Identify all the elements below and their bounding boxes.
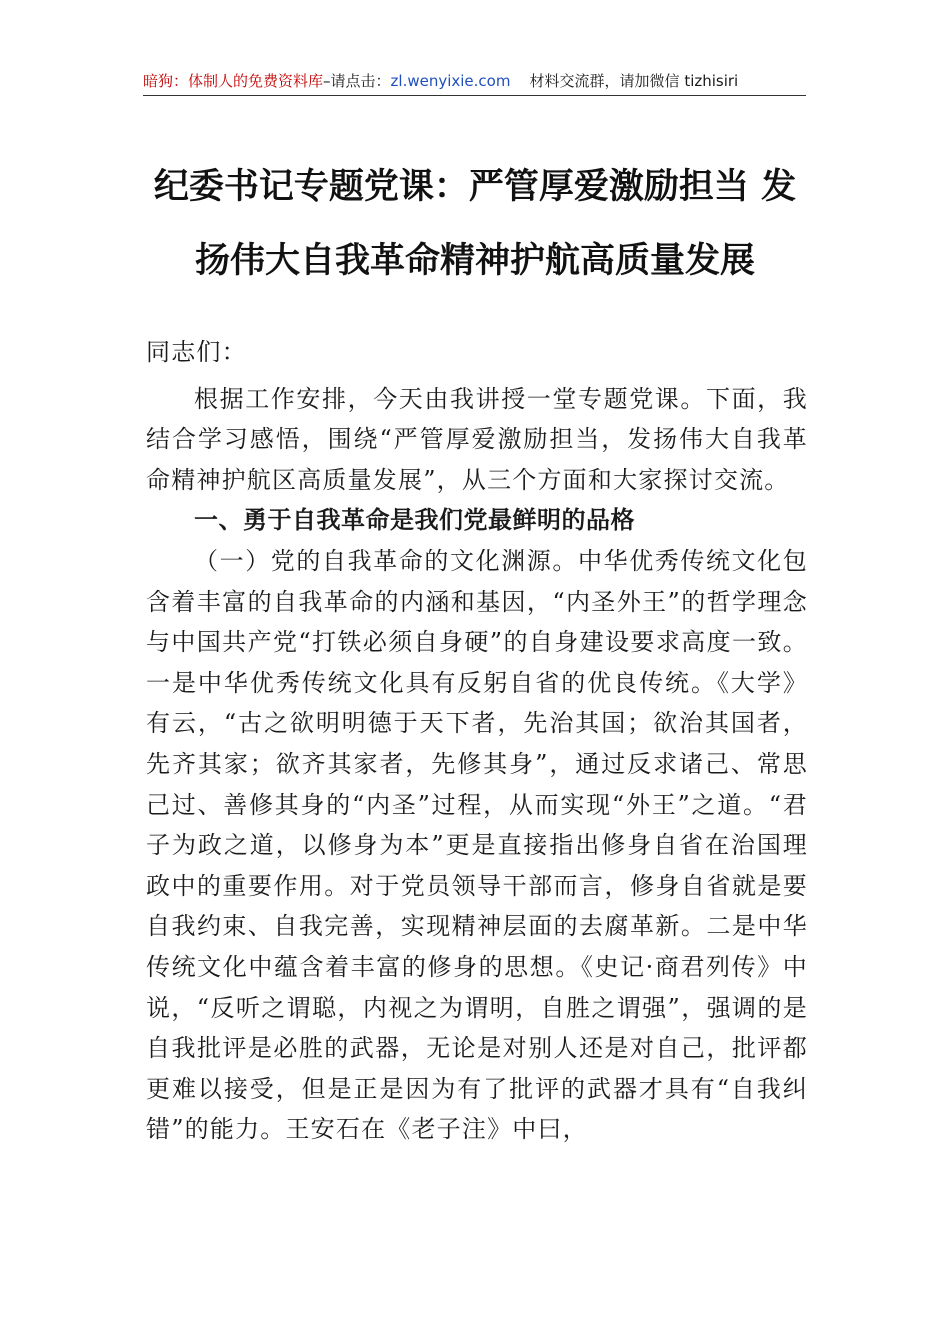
header-click-prompt: –请点击： [323,72,391,90]
section-1-paragraph: （一）党的自我革命的文化渊源。中华优秀传统文化包含着丰富的自我革命的内涵和基因，“内圣外王”的哲学理念与中国共产党“打铁必须自身硬”的自身建设要求高度一致。一是中华优秀传统文化具有反躬自省的优良传统。《大学》有云，“古之欲明明德于天下者，先治其国；欲治其国者，先齐其家；欲齐其家者，先修其身”，通过反求诸己、常思己过、善修其身的“内圣”过程，从而实现“外王”之道。“君子为政之道，以修身为本”更是直接指出修身自省在治国理政中的重要作用。对于党员领导干部而言，修身自省就是要自我约束、自我完善，实现精神层面的去腐革新。二是中华传统文化中蕴含着丰富的修身的思想。《史记·商君列传》中说，“反听之谓聪，内视之为谓明，自胜之谓强”，强调的是自我批评是必胜的武器，无论是对别人还是对自己，批评都更难以接受，但是正是因为有了批评的武器才具有“自我纠错”的能力。王安石在《老子注》中曰， [146,546,808,1144]
title-line-2: 扬伟大自我革命精神护航高质量发展 [194,240,755,281]
header-url-link[interactable]: zl.wenyixie.com [390,72,511,90]
document-title [143,150,807,298]
header-site-name[interactable]: 暗狗：体制人的免费资料库 [143,72,324,90]
header-spacer [510,72,529,90]
document-body [146,332,808,1150]
intro-paragraph: 根据工作安排，今天由我讲授一堂专题党课。下面，我结合学习感悟，围绕“严管厚爱激励担当，发扬伟大自我革命精神护航区高质量发展”，从三个方面和大家探讨交流。 [146,384,808,494]
header-divider [143,95,806,96]
section-heading-1: 一、勇于自我革命是我们党最鲜明的品格 [194,506,635,535]
page-header [143,68,805,94]
greeting: 同志们： [146,338,247,366]
title-line-1: 纪委书记专题党课：严管厚爱激励担当 发 [153,166,797,207]
header-wechat-note: 材料交流群，请加微信 tizhisiri [529,72,739,90]
